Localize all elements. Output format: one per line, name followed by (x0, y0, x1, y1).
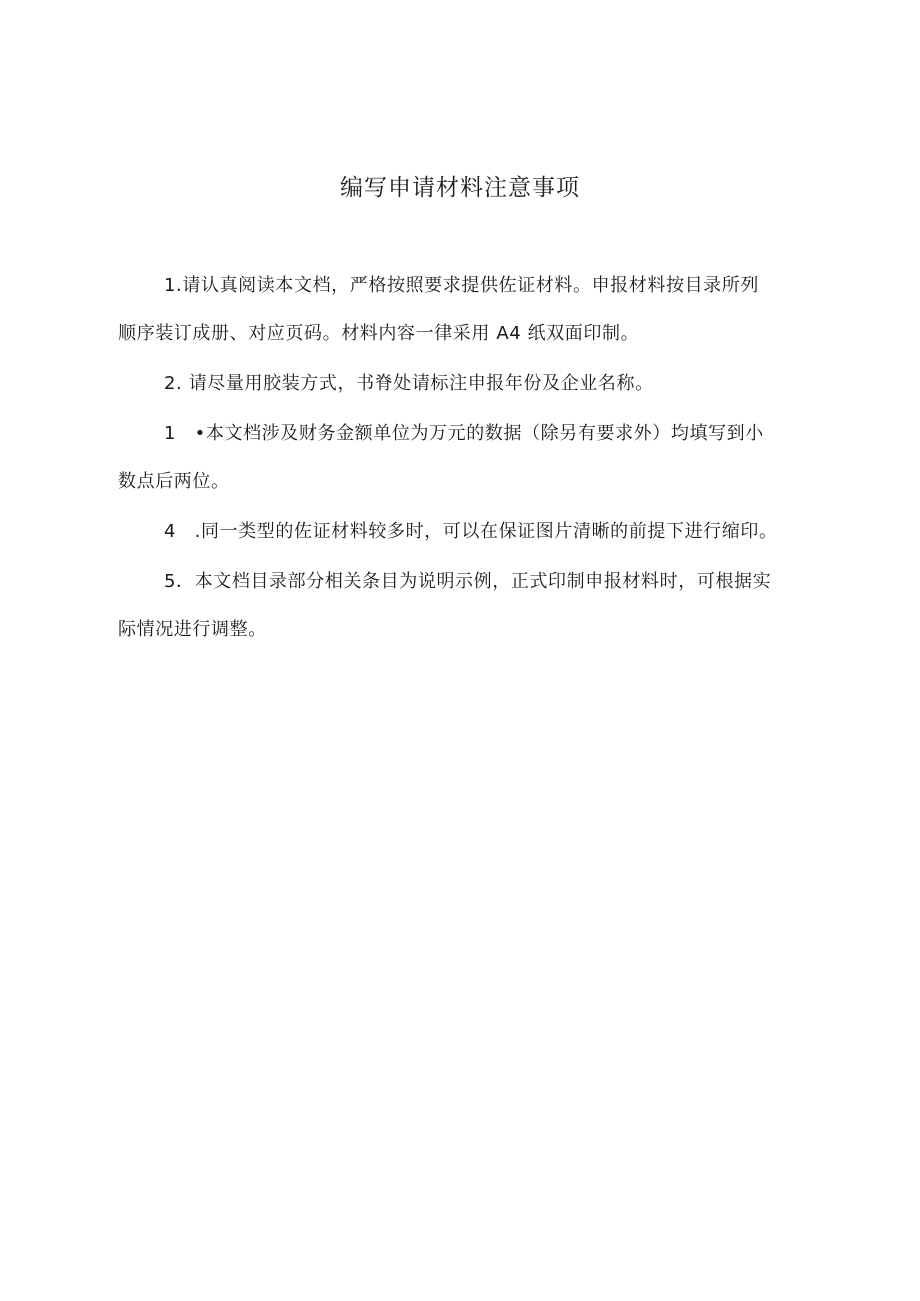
note-paragraph-5 (118, 558, 818, 654)
note-paragraph-2 (118, 360, 818, 408)
paragraph-line: 2. 请尽量用胶装方式，书脊处请标注申报年份及企业名称。 (164, 373, 654, 394)
paragraph-line: 顺序装订成册、对应页码。材料内容一律采用 A4 纸双面印制。 (118, 323, 640, 344)
paragraph-line: 际情况进行调整。 (118, 619, 267, 640)
note-paragraph-3 (118, 410, 818, 506)
paragraph-line: 4 .同一类型的佐证材料较多时，可以在保证图片清晰的前提下进行缩印。 (164, 521, 778, 542)
note-paragraph-4 (118, 508, 818, 556)
note-paragraph-1 (118, 262, 818, 358)
document-body (118, 262, 818, 656)
document-title: 编写申请材料注意事项 (340, 175, 580, 201)
paragraph-line: 数点后两位。 (118, 471, 230, 492)
paragraph-line: 1 •本文档涉及财务金额单位为万元的数据（除另有要求外）均填写到小 (164, 423, 764, 444)
paragraph-line: 5．本文档目录部分相关条目为说明示例，正式印制申报材料时，可根据实 (164, 571, 772, 592)
paragraph-line: 1.请认真阅读本文档，严格按照要求提供佐证材料。申报材料按目录所列 (164, 275, 759, 296)
